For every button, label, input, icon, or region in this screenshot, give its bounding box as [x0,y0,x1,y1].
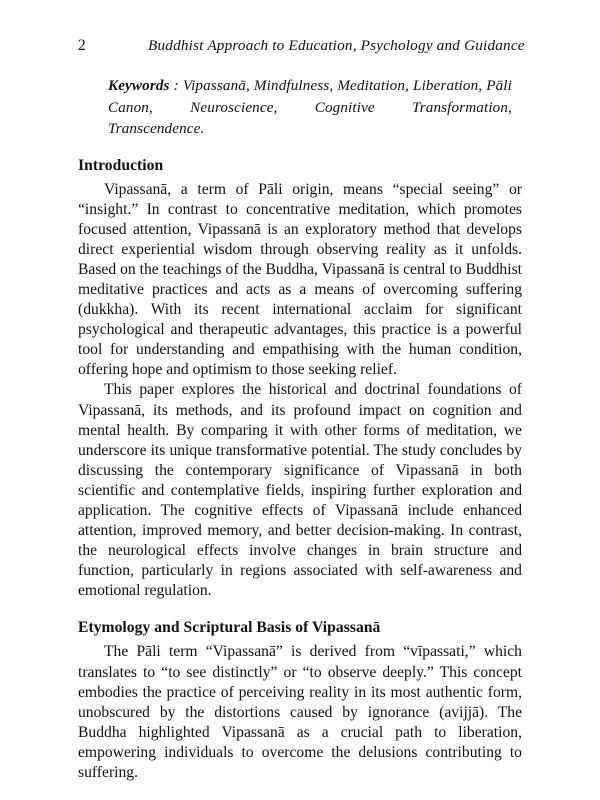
section-heading-introduction: Introduction [78,156,164,174]
text-column [78,76,522,783]
keywords-block [108,76,512,141]
keywords-separator: : [169,78,183,94]
page-number: 2 [78,37,86,54]
keywords-terms: Vipassanā, Mindfulness, Meditation, Liberation, Pāli Canon, Neuroscience, Cognitive Transformation, Transcendence. [108,78,512,137]
running-title: Buddhist Approach to Education, Psychology and Guidance [148,37,525,54]
paragraph: This paper explores the historical and doctrinal foundations of Vipassanā, its methods, and its profound impact on cognition and mental health. By comparing it with other forms of meditation, we underscore its unique transformative potential. The study concludes by discussing the contemporary significance of Vipassanā in both scientific and contemplative fields, inspiring further exploration and application. The cognitive effects of Vipassanā include enhanced attention, improved memory, and better decision-making. In contrast, the neurological effects involve changes in brain structure and function, particularly in regions associated with self-awareness and emotional regulation. [78,381,522,600]
keywords-label: Keywords [108,78,170,94]
section-heading-etymology: Etymology and Scriptural Basis of Vipassanā [78,619,381,637]
paragraph: The Pāli term “Vipassanā” is derived from “vīpassati,” which translates to “to see distinctly” or “to observe deeply.” This concept embodies the practice of perceiving reality in its most authentic form, unobscured by the distortions caused by ignorance (avijjā). The Buddha highlighted Vipassanā as a crucial path to liberation, empowering individuals to overcome the delusions contributing to suffering. [78,643,522,782]
running-header [78,37,525,60]
paragraph: Vipassanā, a term of Pāli origin, means “special seeing” or “insight.” In contrast to concentrative meditation, which promotes focused attention, Vipassanā is an exploratory method that develops direct experiential wisdom through observing reality as it unfolds. Based on the teachings of the Buddha, Vipassanā is central to Buddhist meditative practices and acts as a means of overcoming suffering (dukkha). With its recent international acclaim for significant psychological and therapeutic advantages, this practice is a powerful tool for understanding and empathising with the human condition, offering hope and optimism to those seeking relief. [78,180,522,379]
